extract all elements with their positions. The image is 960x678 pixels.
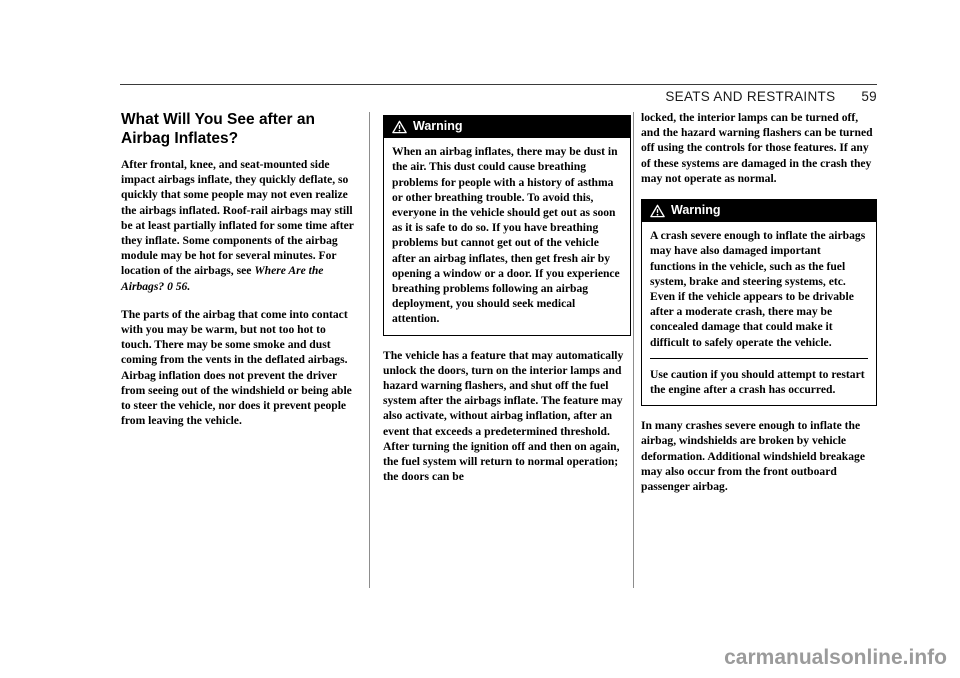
warning-title: Warning xyxy=(671,203,721,218)
column-middle xyxy=(383,115,631,484)
header-rule xyxy=(120,84,877,85)
warning-paragraph: A crash severe enough to inflate the airbags may have also damaged important functions in the vehicle, such as the fuel system, brake and steering systems, etc. Even if the vehicle appears to be drivable after a moderate crash, there may be concealed damage that could make it difficult to safely operate the vehicle. xyxy=(650,229,866,349)
page-header xyxy=(120,89,877,104)
body-paragraph: locked, the interior lamps can be turned off, and the hazard warning flashers can be turned off using the controls for those features. If any of these systems are damaged in the crash they may not operate as normal. xyxy=(641,111,873,185)
body-paragraph xyxy=(121,157,359,294)
column-right xyxy=(641,110,877,494)
page-number: 59 xyxy=(861,89,877,104)
warning-paragraph-divider xyxy=(650,358,868,359)
column-left xyxy=(121,110,359,428)
column-divider-right xyxy=(633,112,634,588)
body-paragraph: The parts of the airbag that come into contact with you may be warm, but not too hot to touch. There may be some smoke and dust coming from the vents in the deflated airbags. Airbag inflation does not prevent the driver from seeing out of the windshield or being able to steer the vehicle, nor does it prevent people from leaving the vehicle. xyxy=(121,307,352,428)
warning-box xyxy=(641,199,877,406)
warning-paragraph: Use caution if you should attempt to restart the engine after a crash has occurred. xyxy=(650,367,865,397)
section-heading: What Will You See after an Airbag Inflates? xyxy=(121,111,315,147)
body-paragraph: The vehicle has a feature that may automatically unlock the doors, turn on the interior lamps and hazard warning flashers, and shut off the fuel system after the airbags inflate. The feature may also activate, without airbag inflation, after an event that exceeds a predetermined threshold. After turning the ignition off and then on again, the fuel system will return to normal operation; the doors can be xyxy=(383,348,624,484)
warning-title: Warning xyxy=(413,119,463,133)
column-divider-left xyxy=(369,112,370,588)
warning-body xyxy=(642,222,876,405)
paragraph-text: After frontal, knee, and seat-mounted side impact airbags inflate, they quickly deflate, so quickly that some people may not even realize the airbags inflated. Roof-rail airbags may still be at least partially inflated for some time after they inflate. Some components of the airbag module may be hot for several minutes. For location of the airbags, see xyxy=(121,158,354,278)
warning-header xyxy=(642,200,876,222)
warning-triangle-icon xyxy=(650,204,665,218)
section-title: SEATS AND RESTRAINTS xyxy=(665,89,836,104)
warning-paragraph: When an airbag inflates, there may be dust in the air. This dust could cause breathing problems for people with a history of asthma or other breathing trouble. To avoid this, everyone in the vehicle should get out as soon as it is safe to do so. If you have breathing problems but cannot get out of the vehicle after an airbag inflates, then get fresh air by opening a window or a door. If you experience breathing problems following an airbag deployment, you should seek medical attention. xyxy=(392,145,620,326)
cross-reference: Where Are the Airbags? 0 56. xyxy=(121,264,324,293)
body-paragraph: In many crashes severe enough to inflate the airbag, windshields are broken by vehicle deformation. Additional windshield breakage may also occur from the front outboard passenger airbag. xyxy=(641,419,865,494)
warning-triangle-icon xyxy=(392,120,407,134)
warning-header xyxy=(384,116,630,138)
watermark: carmanualsonline.info xyxy=(724,646,947,669)
warning-body xyxy=(384,138,630,334)
warning-box xyxy=(383,115,631,336)
